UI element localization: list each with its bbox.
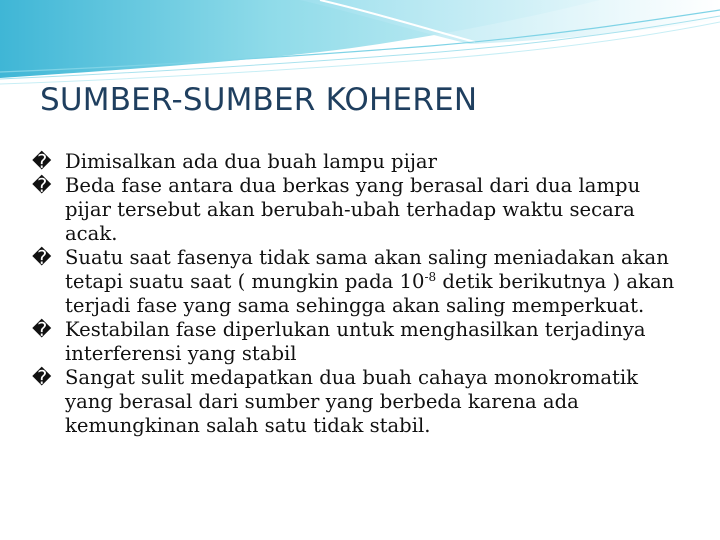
bullet-superscript: -8 bbox=[424, 270, 437, 284]
bullet-text-before: Suatu saat fasenya tidak sama akan saling meniadakan akan tetapi suatu saat ( mungkin pada 10 bbox=[65, 246, 669, 293]
bullet-item bbox=[32, 318, 692, 366]
bullet-icon: � bbox=[32, 247, 52, 269]
bullet-text: Sangat sulit medapatkan dua buah cahaya monokromatik yang berasal dari sumber yang berbeda karena ada kemungkinan salah satu tidak stabil. bbox=[65, 366, 639, 437]
bullet-list bbox=[32, 150, 692, 438]
bullet-text: Kestabilan fase diperlukan untuk menghasilkan terjadinya interferensi yang stabil bbox=[65, 318, 646, 365]
slide-title: SUMBER-SUMBER KOHEREN bbox=[40, 82, 478, 118]
bullet-item bbox=[32, 150, 692, 174]
bullet-icon: � bbox=[32, 319, 52, 341]
bullet-item bbox=[32, 246, 692, 318]
bullet-text: Beda fase antara dua berkas yang berasal dari dua lampu pijar tersebut akan berubah-ubah terhadap waktu secara acak. bbox=[65, 174, 641, 245]
bullet-icon: � bbox=[32, 367, 52, 389]
bullet-text: Dimisalkan ada dua buah lampu pijar bbox=[65, 150, 437, 173]
bullet-item bbox=[32, 174, 692, 246]
bullet-icon: � bbox=[32, 151, 52, 173]
bullet-item bbox=[32, 366, 692, 438]
bullet-text-after: detik berikutnya ) akan terjadi fase yang sama sehingga akan saling memperkuat. bbox=[65, 270, 675, 317]
bullet-icon: � bbox=[32, 175, 52, 197]
header-wave-decoration bbox=[0, 0, 720, 90]
